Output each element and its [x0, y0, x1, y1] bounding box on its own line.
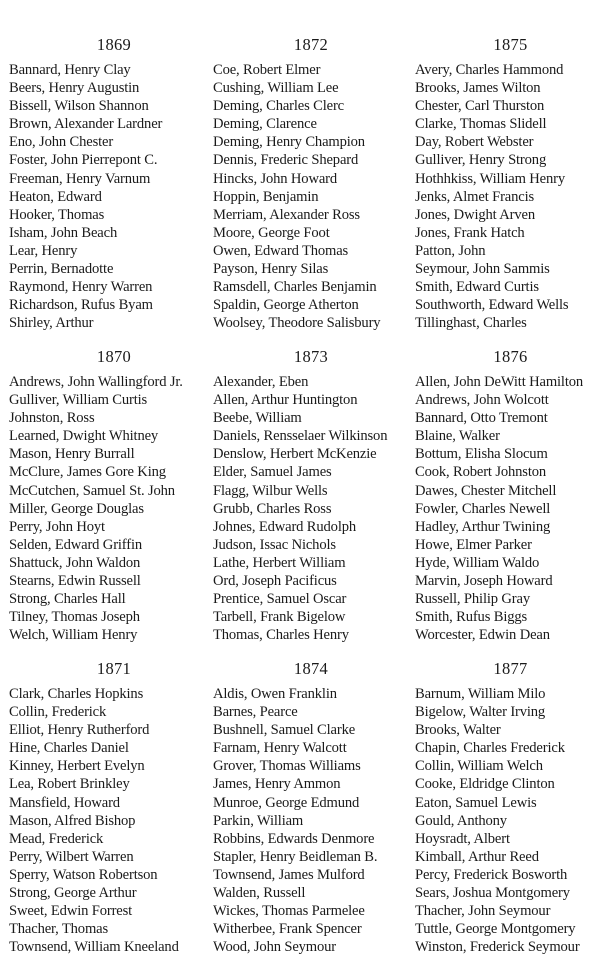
- member-name: Grubb, Charles Ross: [213, 500, 332, 517]
- member-name: Eno, John Chester: [9, 134, 114, 151]
- member-name: Judson, Issac Nichols: [213, 536, 336, 553]
- member-name: Owen, Edward Thomas: [213, 242, 349, 259]
- member-name: Barnum, William Milo: [415, 686, 546, 702]
- member-name: Howe, Elmer Parker: [415, 536, 532, 553]
- class-block-1874: [213, 659, 409, 956]
- class-year: 1877: [493, 659, 528, 678]
- member-name: Tillinghast, Charles: [415, 315, 527, 332]
- member-name: Day, Robert Webster: [415, 134, 534, 151]
- member-name: Hoysradt, Albert: [415, 830, 510, 847]
- member-name: Tilney, Thomas Joseph: [9, 609, 140, 626]
- member-name: Deming, Charles Clerc: [213, 98, 344, 115]
- member-name: Beers, Henry Augustin: [9, 80, 140, 97]
- member-name: Eaton, Samuel Lewis: [415, 794, 537, 811]
- member-name: Cushing, William Lee: [213, 80, 339, 97]
- member-name: Gulliver, Henry Strong: [415, 152, 547, 169]
- member-name: Deming, Henry Champion: [213, 134, 365, 151]
- member-name: Townsend, William Kneeland: [9, 939, 179, 956]
- member-name: Southworth, Edward Wells: [415, 297, 569, 314]
- member-name: Allen, Arthur Huntington: [213, 392, 358, 409]
- member-name: Thomas, Charles Henry: [213, 627, 349, 644]
- member-list: [213, 61, 409, 332]
- member-list: [9, 61, 205, 332]
- member-name: Bushnell, Samuel Clarke: [213, 722, 356, 739]
- member-name: Strong, George Arthur: [9, 885, 137, 902]
- member-name: Avery, Charles Hammond: [415, 62, 564, 78]
- member-name: Perrin, Bernadotte: [9, 261, 114, 278]
- class-year: 1870: [96, 347, 132, 366]
- member-name: Collin, William Welch: [415, 758, 543, 775]
- member-name: Worcester, Edwin Dean: [415, 627, 550, 644]
- member-name: Deming, Clarence: [213, 116, 317, 133]
- member-name: Chapin, Charles Frederick: [415, 740, 565, 757]
- member-name: Flagg, Wilbur Wells: [213, 482, 328, 499]
- class-block-1869: [9, 35, 205, 332]
- member-name: Bannard, Henry Clay: [9, 62, 131, 78]
- member-name: Thacher, John Seymour: [415, 903, 551, 920]
- member-name: Strong, Charles Hall: [9, 591, 126, 608]
- member-name: Foster, John Pierrepont C.: [9, 152, 158, 169]
- member-name: Sperry, Watson Robertson: [9, 866, 158, 883]
- member-name: Johnston, Ross: [9, 410, 95, 427]
- member-name: Parkin, William: [213, 812, 304, 829]
- member-name: Alexander, Eben: [213, 374, 309, 390]
- class-block-1876: [415, 347, 606, 644]
- member-name: Sweet, Edwin Forrest: [9, 903, 133, 920]
- member-name: Daniels, Rensselaer Wilkinson: [213, 428, 388, 445]
- member-name: Mead, Frederick: [9, 830, 104, 847]
- class-year: 1872: [293, 35, 329, 54]
- class-year: 1873: [293, 347, 329, 366]
- member-name: Thacher, Thomas: [9, 921, 109, 938]
- member-name: Smith, Edward Curtis: [415, 279, 539, 296]
- member-name: Seymour, John Sammis: [415, 261, 550, 278]
- member-name: Isham, John Beach: [9, 224, 118, 241]
- member-name: Perry, Wilbert Warren: [9, 848, 134, 865]
- member-name: Heaton, Edward: [9, 188, 102, 205]
- member-name: Woolsey, Theodore Salisbury: [213, 315, 381, 332]
- member-name: Witherbee, Frank Spencer: [213, 921, 362, 938]
- member-name: Farnam, Henry Walcott: [213, 740, 347, 757]
- member-name: Percy, Frederick Bosworth: [415, 866, 568, 883]
- member-name: Beebe, William: [213, 410, 302, 427]
- member-name: Jenks, Almet Francis: [415, 188, 535, 205]
- member-name: Patton, John: [415, 242, 486, 259]
- member-name: Wood, John Seymour: [213, 939, 337, 956]
- member-name: Lathe, Herbert William: [213, 554, 346, 571]
- member-name: Mansfield, Howard: [9, 794, 120, 811]
- member-name: Stapler, Henry Beidleman B.: [213, 848, 378, 865]
- member-name: Blaine, Walker: [415, 428, 500, 445]
- member-name: Lear, Henry: [9, 242, 78, 259]
- member-name: Sears, Joshua Montgomery: [415, 885, 570, 902]
- member-name: Gould, Anthony: [415, 812, 507, 829]
- member-name: Robbins, Edwards Denmore: [213, 830, 375, 847]
- member-name: Hothhkiss, William Henry: [415, 170, 565, 187]
- member-list: [9, 373, 205, 644]
- member-name: Merriam, Alexander Ross: [213, 206, 360, 223]
- member-name: Russell, Philip Gray: [415, 591, 530, 608]
- member-name: Clarke, Thomas Slidell: [415, 116, 547, 133]
- member-name: Hadley, Arthur Twining: [415, 518, 551, 535]
- member-name: Andrews, John Wolcott: [415, 392, 549, 409]
- member-name: Bissell, Wilson Shannon: [9, 98, 149, 115]
- member-name: Townsend, James Mulford: [213, 866, 365, 883]
- member-name: Miller, George Douglas: [9, 500, 144, 517]
- member-name: Kimball, Arthur Reed: [415, 848, 539, 865]
- member-name: Hoppin, Benjamin: [213, 188, 319, 205]
- class-block-1877: [415, 659, 606, 956]
- member-name: Barnes, Pearce: [213, 704, 298, 721]
- member-name: Mason, Henry Burrall: [9, 446, 135, 463]
- member-name: Winston, Frederick Seymour: [415, 939, 580, 956]
- member-name: Kinney, Herbert Evelyn: [9, 758, 145, 775]
- member-name: Hyde, William Waldo: [415, 554, 540, 571]
- member-name: Stearns, Edwin Russell: [9, 573, 141, 590]
- member-name: Shirley, Arthur: [9, 315, 94, 332]
- member-name: Dawes, Chester Mitchell: [415, 482, 557, 499]
- class-block-1871: [9, 659, 205, 956]
- member-list: [415, 61, 606, 332]
- member-name: Andrews, John Wallingford Jr.: [9, 374, 183, 390]
- member-name: Prentice, Samuel Oscar: [213, 591, 347, 608]
- class-block-1872: [213, 35, 409, 332]
- class-year: 1874: [293, 659, 329, 678]
- member-name: Chester, Carl Thurston: [415, 98, 545, 115]
- member-name: Hincks, John Howard: [213, 170, 338, 187]
- member-name: Clark, Charles Hopkins: [9, 686, 144, 702]
- member-list: [213, 685, 409, 956]
- member-name: Brown, Alexander Lardner: [9, 116, 163, 133]
- member-name: Smith, Rufus Biggs: [415, 609, 528, 626]
- member-list: [213, 373, 409, 644]
- member-name: Coe, Robert Elmer: [213, 62, 321, 78]
- member-name: Tuttle, George Montgomery: [415, 921, 576, 938]
- class-block-1875: [415, 35, 606, 332]
- member-name: Learned, Dwight Whitney: [9, 428, 159, 445]
- member-name: Gulliver, William Curtis: [9, 392, 148, 409]
- member-name: Moore, George Foot: [213, 224, 330, 241]
- member-name: Mason, Alfred Bishop: [9, 812, 136, 829]
- member-name: McCutchen, Samuel St. John: [9, 482, 175, 499]
- member-list: [415, 373, 606, 644]
- member-name: Spaldin, George Atherton: [213, 297, 359, 314]
- member-name: Cook, Robert Johnston: [415, 464, 547, 481]
- member-name: Brooks, James Wilton: [415, 80, 541, 97]
- member-name: Payson, Henry Silas: [213, 261, 329, 278]
- member-name: Aldis, Owen Franklin: [213, 686, 337, 702]
- member-name: Dennis, Frederic Shepard: [213, 152, 359, 169]
- member-name: McClure, James Gore King: [9, 464, 166, 481]
- member-name: Ramsdell, Charles Benjamin: [213, 279, 377, 296]
- member-name: Wickes, Thomas Parmelee: [213, 903, 365, 920]
- member-name: Raymond, Henry Warren: [9, 279, 153, 296]
- member-name: Collin, Frederick: [9, 704, 107, 721]
- member-name: Jones, Frank Hatch: [415, 224, 525, 241]
- member-name: Elliot, Henry Rutherford: [9, 722, 150, 739]
- member-name: Allen, John DeWitt Hamilton: [415, 374, 584, 390]
- class-year: 1869: [96, 35, 132, 54]
- member-name: James, Henry Ammon: [213, 776, 341, 793]
- member-name: Bigelow, Walter Irving: [415, 704, 546, 721]
- member-name: Jones, Dwight Arven: [415, 206, 535, 223]
- member-name: Freeman, Henry Varnum: [9, 170, 151, 187]
- member-name: Ord, Joseph Pacificus: [213, 573, 337, 590]
- member-name: Bannard, Otto Tremont: [415, 410, 548, 427]
- member-name: Denslow, Herbert McKenzie: [213, 446, 377, 463]
- member-list: [9, 685, 205, 956]
- member-list: [415, 685, 606, 956]
- member-name: Marvin, Joseph Howard: [415, 573, 553, 590]
- class-block-1873: [213, 347, 409, 644]
- member-name: Richardson, Rufus Byam: [9, 297, 153, 314]
- member-name: Brooks, Walter: [415, 722, 501, 739]
- member-name: Munroe, George Edmund: [213, 794, 360, 811]
- member-name: Shattuck, John Waldon: [9, 554, 141, 571]
- member-name: Tarbell, Frank Bigelow: [213, 609, 346, 626]
- member-name: Grover, Thomas Williams: [213, 758, 361, 775]
- member-name: Lea, Robert Brinkley: [9, 776, 130, 793]
- member-name: Bottum, Elisha Slocum: [415, 446, 548, 463]
- class-year: 1871: [96, 659, 132, 678]
- member-name: Cooke, Eldridge Clinton: [415, 776, 555, 793]
- member-name: Hooker, Thomas: [9, 206, 105, 223]
- member-name: Welch, William Henry: [9, 627, 138, 644]
- member-name: Walden, Russell: [213, 885, 306, 902]
- member-name: Selden, Edward Griffin: [9, 536, 143, 553]
- member-name: Johnes, Edward Rudolph: [213, 518, 357, 535]
- member-name: Elder, Samuel James: [213, 464, 332, 481]
- member-name: Perry, John Hoyt: [9, 518, 105, 535]
- member-name: Fowler, Charles Newell: [415, 500, 551, 517]
- class-year: 1875: [493, 35, 528, 54]
- class-year: 1876: [493, 347, 528, 366]
- class-block-1870: [9, 347, 205, 644]
- member-name: Hine, Charles Daniel: [9, 740, 129, 757]
